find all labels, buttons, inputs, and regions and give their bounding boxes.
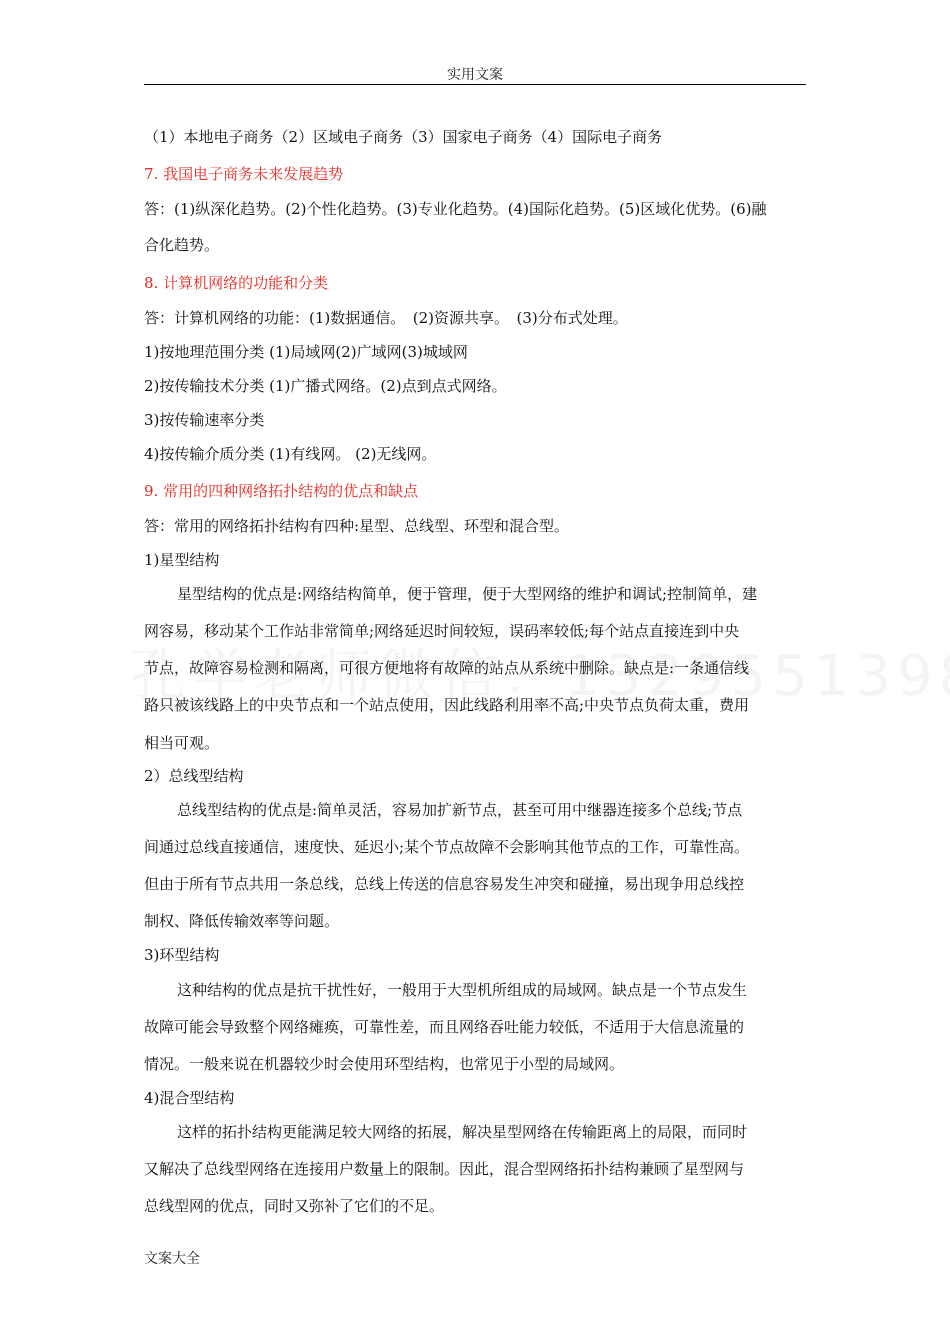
body-text: 网容易，移动某个工作站非常简单;网络延迟时间较短，误码率较低;每个站点直接连到中央 <box>144 622 740 640</box>
body-text: 间通过总线直接通信，速度快、延迟小;某个节点故障不会影响其他节点的工作，可靠性高。 <box>144 838 750 856</box>
body-text: 合化趋势。 <box>144 236 220 254</box>
page-header-title: 实用文案 <box>447 67 503 83</box>
body-text: （1）本地电子商务（2）区域电子商务（3）国家电子商务（4）国际电子商务 <box>144 128 663 146</box>
body-text: 故障可能会导致整个网络瘫痪，可靠性差，而且网络吞吐能力较低，不适用于大信息流量的 <box>144 1018 745 1036</box>
body-text: 答：常用的网络拓扑结构有四种:星型、总线型、环型和混合型。 <box>144 517 570 535</box>
body-text: 路只被该线路上的中央节点和一个站点使用，因此线路利用率不高;中央节点负荷太重，费用 <box>144 696 750 714</box>
section-heading-8: 8. 计算机网络的功能和分类 <box>144 274 329 292</box>
body-text: 星型结构的优点是:网络结构简单，便于管理，便于大型网络的维护和调试;控制简单，建 <box>177 585 758 603</box>
body-text: 2)按传输技术分类 (1)广播式网络。(2)点到点式网络。 <box>144 377 507 395</box>
body-text: 答：计算机网络的功能：(1)数据通信。 (2)资源共享。 (3)分布式处理。 <box>144 309 628 327</box>
body-text: 这样的拓扑结构更能满足较大网络的拓展，解决星型网络在传输距离上的局限，而同时 <box>177 1123 748 1141</box>
body-text: 但由于所有节点共用一条总线，总线上传送的信息容易发生冲突和碰撞，易出现争用总线控 <box>144 875 745 893</box>
page-footer: 文案大全 <box>144 1251 200 1267</box>
body-text: 总线型结构的优点是:简单灵活，容易加扩新节点，甚至可用中继器连接多个总线;节点 <box>177 801 743 819</box>
subheading: 2）总线型结构 <box>144 767 244 785</box>
body-text: 节点，故障容易检测和隔离，可很方便地将有故障的站点从系统中删除。缺点是:一条通信线 <box>144 659 750 677</box>
subheading: 4)混合型结构 <box>144 1089 235 1107</box>
body-text: 这种结构的优点是抗干扰性好，一般用于大型机所组成的局域网。缺点是一个节点发生 <box>177 981 748 999</box>
body-text: 相当可观。 <box>144 734 220 752</box>
subheading: 3)环型结构 <box>144 946 220 964</box>
section-heading-7: 7. 我国电子商务未来发展趋势 <box>144 165 344 183</box>
section-heading-9: 9. 常用的四种网络拓扑结构的优点和缺点 <box>144 482 419 500</box>
header-divider <box>144 84 806 85</box>
body-text: 1)按地理范围分类 (1)局域网(2)广域网(3)城域网 <box>144 343 468 361</box>
body-text: 4)按传输介质分类 (1)有线网。 (2)无线网。 <box>144 445 437 463</box>
body-text: 情况。一般来说在机器较少时会使用环型结构，也常见于小型的局域网。 <box>144 1055 625 1073</box>
body-text: 又解决了总线型网络在连接用户数量上的限制。因此，混合型网络拓扑结构兼顾了星型网与 <box>144 1160 745 1178</box>
body-text: 制权、降低传输效率等问题。 <box>144 912 340 930</box>
subheading: 1)星型结构 <box>144 551 220 569</box>
body-text: 答：(1)纵深化趋势。(2)个性化趋势。(3)专业化趋势。(4)国际化趋势。(5)区域化优势。(6)融 <box>144 200 767 218</box>
body-text: 总线型网的优点，同时又弥补了它们的不足。 <box>144 1197 445 1215</box>
body-text: 3)按传输速率分类 <box>144 411 265 429</box>
